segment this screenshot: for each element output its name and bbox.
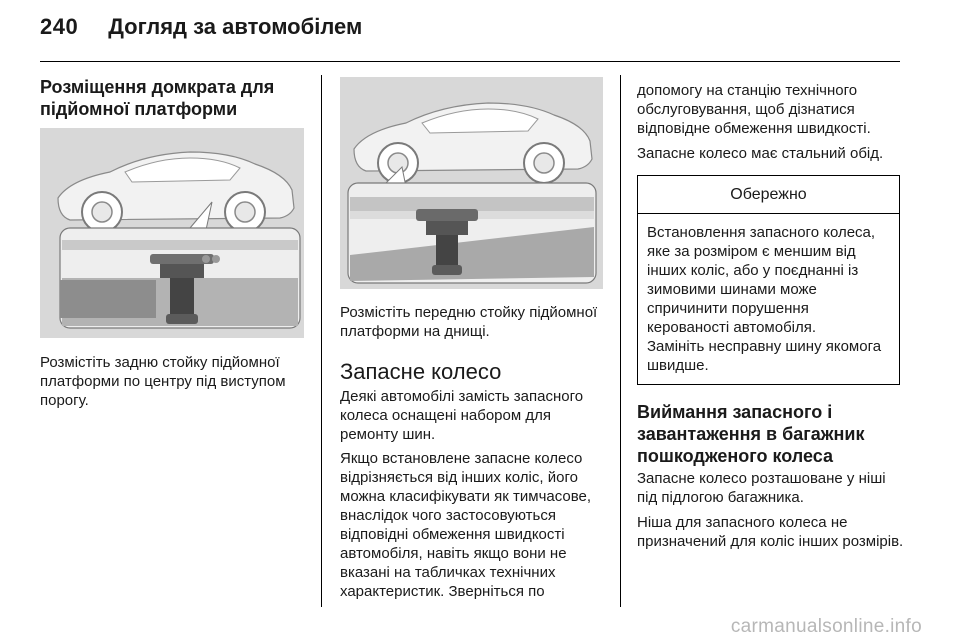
column-1-caption-block — [40, 353, 310, 410]
warning-box — [637, 175, 900, 385]
column-2-text-block — [340, 303, 610, 601]
column-divider-1 — [321, 75, 322, 607]
warning-body — [638, 214, 899, 384]
section-heading-remove-spare: Виймання запасного і завантаження в багажник пошкодженого колеса — [637, 402, 865, 466]
warning-text-2: Замініть несправну шину якомога швидше. — [647, 338, 882, 374]
header-rule — [40, 61, 900, 62]
paragraph-steel-rim: Запасне колесо має стальний обід. — [637, 145, 884, 162]
caption-rear-lift: Розмістіть задню стойку підйомної платформи по центру під виступом порогу. — [40, 354, 286, 409]
page-number: 240 — [40, 14, 79, 39]
column-divider-2 — [620, 75, 621, 607]
paragraph-spare-wheel-1: Деякі автомобілі замість запасного колеса оснащені набором для ремонту шин. — [340, 388, 584, 443]
warning-text-1: Встановлення запасного колеса, яке за розміром є меншим від інших коліс, або у поєднанні із зимовими шинами може спричинити порушення керованості автомобіля. — [647, 224, 876, 336]
caption-front-lift: Розмістіть передню стойку підйомної платформи на днищі. — [340, 304, 598, 340]
watermark-text: carmanualsonline.info — [730, 616, 922, 637]
warning-title: Обережно — [638, 176, 899, 214]
page-header — [40, 14, 362, 50]
column-1 — [40, 76, 305, 120]
paragraph-spare-wheel-2: Якщо встановлене запасне колесо відрізняється від інших коліс, його можна класифікувати як тимчасове, внаслідок чого застосовуються відповідні обмеження швидкості автомобіля, навіть якщо вони не вказані на табличках технічних характеристик. Зверніться по — [340, 450, 592, 600]
figure-rear-lift-point — [40, 128, 304, 338]
section-heading-jack-placement: Розміщення домкрата для підйомної платформи — [40, 77, 275, 119]
front-lift-illustration — [340, 77, 603, 289]
chapter-title: Догляд за автомобілем — [108, 14, 363, 39]
paragraph-service-station: допомогу на станцію технічного обслуговування, щоб дізнатися відповідне обмеження швидкості. — [637, 82, 871, 137]
rear-lift-illustration — [40, 128, 304, 338]
column-3 — [637, 81, 905, 551]
paragraph-spare-well: Ніша для запасного колеса не призначений для коліс інших розмірів. — [637, 514, 904, 550]
section-heading-spare-wheel: Запасне колесо — [340, 359, 502, 384]
figure-front-lift-point — [340, 77, 603, 289]
paragraph-spare-location: Запасне колесо розташоване у ніші під підлогою багажника. — [637, 470, 886, 506]
